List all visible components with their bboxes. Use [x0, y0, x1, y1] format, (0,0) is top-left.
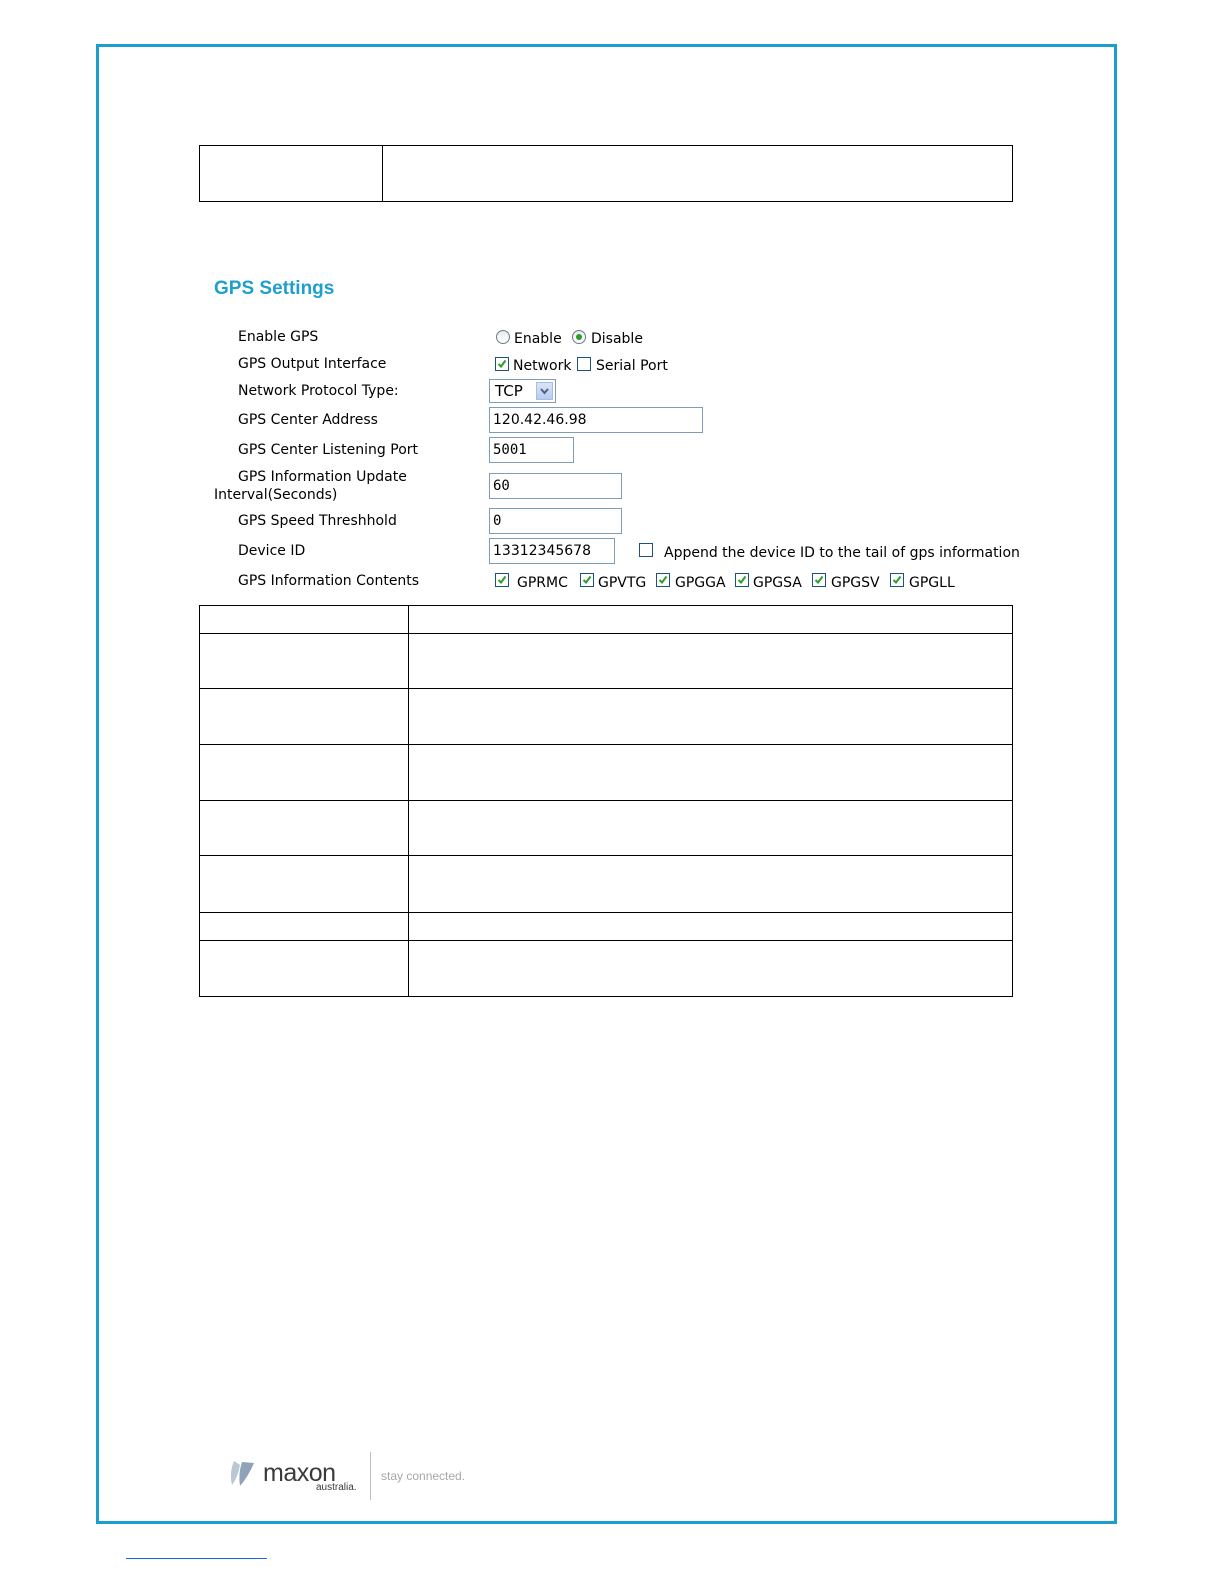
- table-row-divider: [200, 744, 1012, 745]
- listening-port-input[interactable]: 5001: [489, 437, 574, 463]
- output-interface-label: GPS Output Interface: [238, 356, 387, 372]
- gpgll-label: GPGLL: [909, 575, 955, 591]
- footnote-rule: [126, 1558, 267, 1559]
- append-device-id-label: Append the device ID to the tail of gps information: [664, 545, 1020, 561]
- gprmc-label: GPRMC: [517, 575, 568, 591]
- gpgsv-label: GPGSV: [831, 575, 880, 591]
- enable-gps-radio-disable[interactable]: [572, 330, 586, 344]
- network-checkbox[interactable]: [495, 357, 509, 371]
- top-table: [199, 145, 1013, 202]
- gpvtg-checkbox[interactable]: [580, 573, 594, 587]
- chevron-down-icon[interactable]: [536, 382, 553, 400]
- table-row-divider: [200, 940, 1012, 941]
- speed-threshold-input[interactable]: 0: [489, 508, 622, 534]
- disable-option-label: Disable: [591, 331, 643, 347]
- append-device-id-checkbox[interactable]: [639, 543, 653, 557]
- gpgsv-checkbox[interactable]: [812, 573, 826, 587]
- enable-gps-radio-enable[interactable]: [496, 330, 510, 344]
- gpgsa-label: GPGSA: [753, 575, 802, 591]
- device-id-label: Device ID: [238, 543, 306, 559]
- table-column-divider: [408, 606, 409, 996]
- update-interval-label-line2: Interval(Seconds): [214, 487, 338, 503]
- protocol-select-value: TCP: [495, 382, 523, 400]
- gpgga-label: GPGGA: [675, 575, 726, 591]
- logo-wordmark: maxon: [263, 1459, 336, 1487]
- contents-label: GPS Information Contents: [238, 573, 420, 589]
- logo-tagline: stay connected.: [381, 1469, 466, 1483]
- table-row-divider: [200, 688, 1012, 689]
- gpgsa-checkbox[interactable]: [735, 573, 749, 587]
- table-row-divider: [200, 633, 1012, 634]
- protocol-select[interactable]: [489, 379, 556, 403]
- table-row-divider: [200, 800, 1012, 801]
- center-address-label: GPS Center Address: [238, 412, 378, 428]
- device-id-input[interactable]: 13312345678: [489, 538, 615, 564]
- network-checkbox-label: Network: [513, 358, 572, 374]
- gpgll-checkbox[interactable]: [890, 573, 904, 587]
- gprmc-checkbox[interactable]: [495, 573, 509, 587]
- serial-port-checkbox[interactable]: [577, 357, 591, 371]
- gpvtg-label: GPVTG: [598, 575, 647, 591]
- logo-separator: [370, 1452, 371, 1500]
- listening-port-label: GPS Center Listening Port: [238, 442, 419, 458]
- enable-gps-label: Enable GPS: [238, 329, 319, 345]
- update-interval-input[interactable]: 60: [489, 473, 622, 499]
- enable-option-label: Enable: [514, 331, 562, 347]
- section-title: GPS Settings: [214, 278, 335, 299]
- maxon-logo: [228, 1455, 478, 1505]
- gpgga-checkbox[interactable]: [656, 573, 670, 587]
- table-row-divider: [200, 912, 1012, 913]
- maxon-swoosh-icon: [228, 1459, 256, 1489]
- description-table: [199, 605, 1013, 997]
- update-interval-label-line1: GPS Information Update: [238, 469, 407, 485]
- table-row-divider: [200, 855, 1012, 856]
- table-column-divider: [382, 146, 383, 201]
- center-address-input[interactable]: 120.42.46.98: [489, 407, 703, 433]
- logo-subtext: australia.: [316, 1482, 357, 1493]
- serial-port-checkbox-label: Serial Port: [596, 358, 668, 374]
- protocol-label: Network Protocol Type:: [238, 383, 399, 399]
- speed-threshold-label: GPS Speed Threshhold: [238, 513, 397, 529]
